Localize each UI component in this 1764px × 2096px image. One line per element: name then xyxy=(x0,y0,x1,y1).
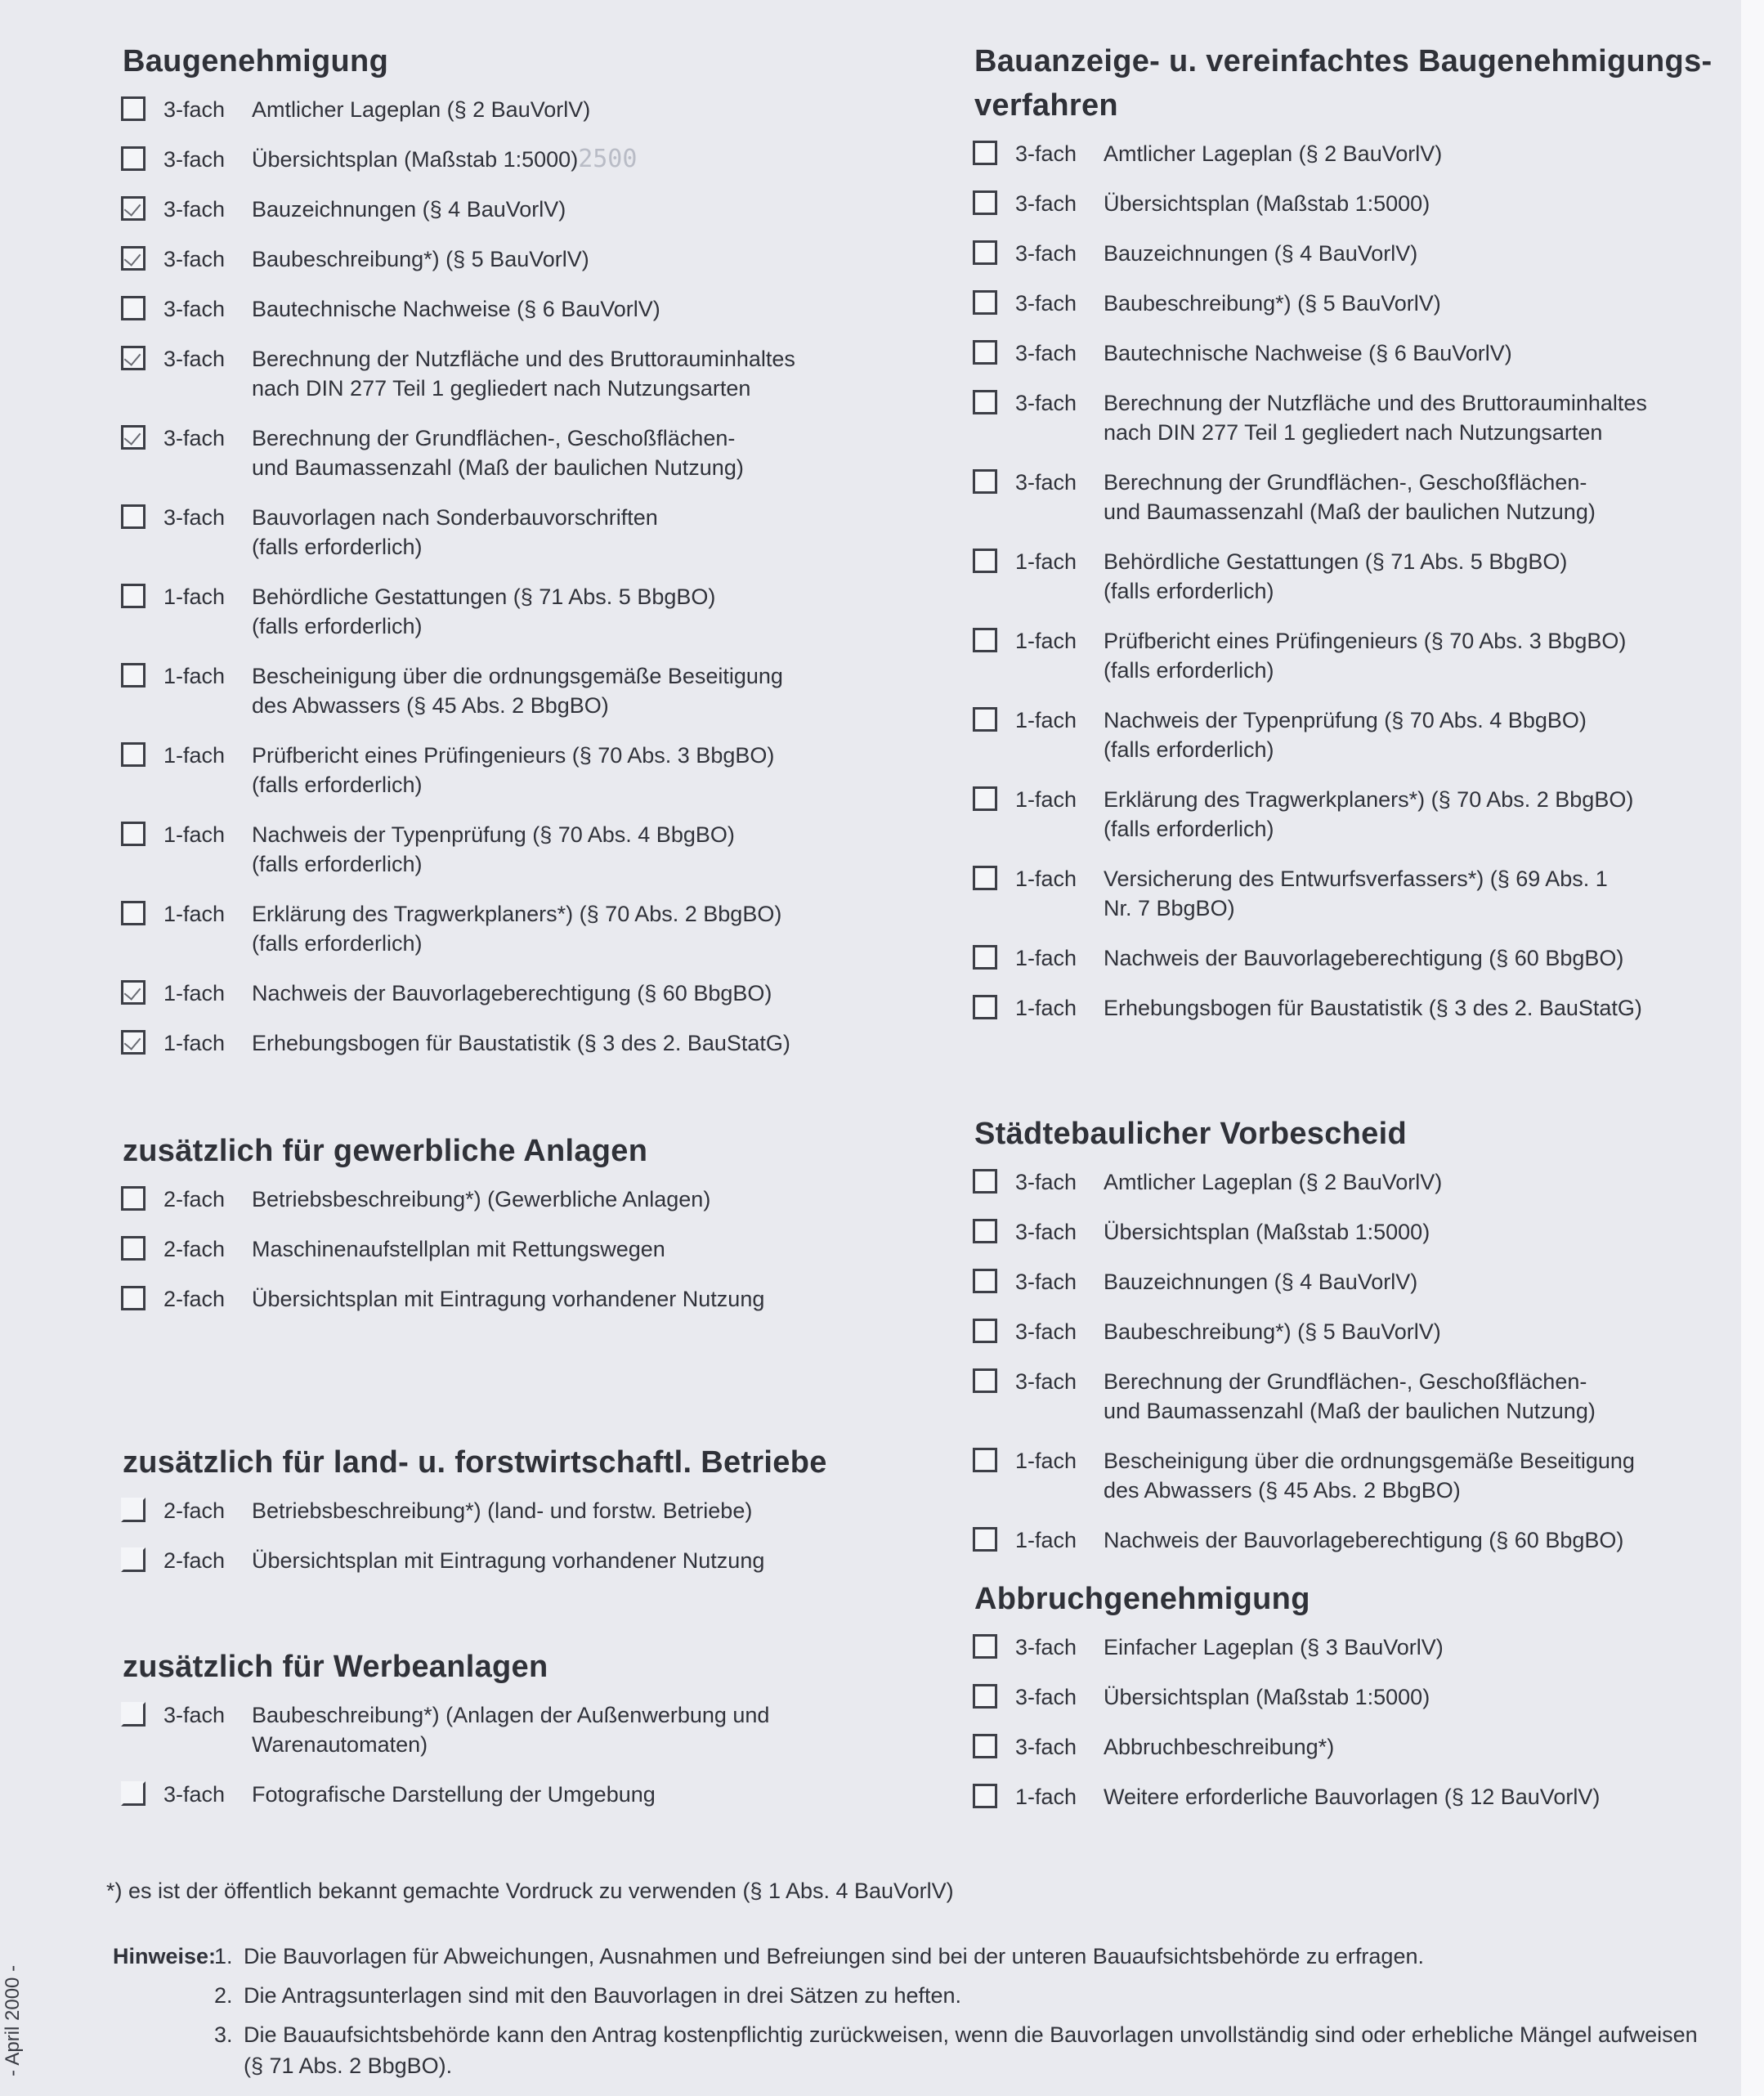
description-line: Behördliche Gestattungen (§ 71 Abs. 5 BbgBO) xyxy=(252,584,716,609)
copies-count: 3-fach xyxy=(1015,291,1077,316)
item-description xyxy=(1104,626,1733,685)
copies-count: 1-fach xyxy=(1015,867,1077,891)
checkbox[interactable] xyxy=(121,1186,146,1211)
description-line: nach DIN 277 Teil 1 gegliedert nach Nutzungsarten xyxy=(1104,420,1603,445)
checkbox[interactable] xyxy=(121,822,146,846)
checklist-item xyxy=(113,1185,889,1234)
section-vorbescheid xyxy=(965,1112,1733,1575)
copies-count: 1-fach xyxy=(163,664,226,688)
description-line: Berechnung der Grundflächen-, Geschoßflächen- xyxy=(1104,470,1587,495)
checklist xyxy=(113,95,889,1078)
description-line: und Baumassenzahl (Maß der baulichen Nutzung) xyxy=(1104,499,1596,524)
copies-count: 1-fach xyxy=(163,822,226,847)
checkbox[interactable] xyxy=(121,425,146,450)
checklist-item xyxy=(113,582,889,661)
description-line: Baubeschreibung*) (§ 5 BauVorlV) xyxy=(1104,291,1441,316)
item-description xyxy=(252,661,889,720)
description-line: Übersichtsplan (Maßstab 1:5000) xyxy=(1104,1685,1430,1709)
item-description xyxy=(1104,1446,1733,1505)
description-line: Übersichtsplan mit Eintragung vorhandener Nutzung xyxy=(252,1287,765,1311)
checkbox[interactable] xyxy=(973,707,997,732)
checklist-item xyxy=(113,195,889,244)
checkbox[interactable] xyxy=(121,1781,146,1806)
checkbox[interactable] xyxy=(121,196,146,221)
checkbox[interactable] xyxy=(121,146,146,171)
section-title: Abbruchgenehmigung xyxy=(974,1582,1310,1616)
description-line: Betriebsbeschreibung*) (Gewerbliche Anlagen) xyxy=(252,1187,711,1211)
description-line: Bauvorlagen nach Sonderbauvorschriften xyxy=(252,505,658,530)
item-description xyxy=(1104,1217,1733,1247)
copies-count: 1-fach xyxy=(163,902,226,926)
copies-count: 3-fach xyxy=(1015,1170,1077,1194)
section-bauanzeige xyxy=(965,39,1733,1043)
description-line: Maschinenaufstellplan mit Rettungswegen xyxy=(252,1237,665,1261)
copies-count: 3-fach xyxy=(163,247,226,271)
hint-row xyxy=(113,1941,1715,1972)
checkbox[interactable] xyxy=(973,469,997,494)
item-description xyxy=(252,1284,889,1314)
copies-count: 2-fach xyxy=(163,1187,226,1211)
copies-count: 2-fach xyxy=(163,1498,226,1523)
left-column xyxy=(113,39,889,1830)
description-line: Bautechnische Nachweise (§ 6 BauVorlV) xyxy=(1104,341,1512,365)
item-description xyxy=(252,582,889,641)
section-title: zusätzlich für land- u. forstwirtschaftl. Betriebe xyxy=(123,1445,827,1480)
description-line: Berechnung der Grundflächen-, Geschoßflächen- xyxy=(252,426,736,450)
item-description xyxy=(1104,468,1733,526)
checklist xyxy=(965,1632,1733,1832)
checkbox[interactable] xyxy=(973,1734,997,1758)
item-description xyxy=(1104,1525,1733,1555)
checkbox[interactable] xyxy=(121,346,146,370)
copies-count: 3-fach xyxy=(1015,470,1077,495)
item-description xyxy=(1104,1167,1733,1197)
checkbox[interactable] xyxy=(121,96,146,121)
copies-count: 1-fach xyxy=(1015,708,1077,732)
checklist xyxy=(965,139,1733,1043)
copies-count: 3-fach xyxy=(163,1782,226,1807)
checklist-item xyxy=(113,503,889,582)
section-land-forst xyxy=(113,1440,889,1596)
checkbox[interactable] xyxy=(973,240,997,265)
description-line: Berechnung der Grundflächen-, Geschoßflächen- xyxy=(1104,1369,1587,1394)
item-description xyxy=(1104,1632,1733,1662)
checkbox[interactable] xyxy=(973,1684,997,1709)
checkbox[interactable] xyxy=(121,584,146,608)
checklist-item xyxy=(113,1700,889,1780)
checklist-item xyxy=(965,1732,1733,1782)
checkbox[interactable] xyxy=(121,1498,146,1522)
checkbox[interactable] xyxy=(121,1236,146,1261)
checkbox[interactable] xyxy=(973,1219,997,1243)
checkbox[interactable] xyxy=(121,1286,146,1310)
copies-count: 2-fach xyxy=(163,1548,226,1573)
checklist-item xyxy=(965,785,1733,864)
description-line: Nr. 7 BbgBO) xyxy=(1104,896,1235,920)
section-gewerbliche-anlagen xyxy=(113,1129,889,1334)
description-line: Bescheinigung über die ordnungsgemäße Beseitigung xyxy=(252,664,783,688)
copies-count: 3-fach xyxy=(163,426,226,450)
checklist-item xyxy=(965,388,1733,468)
copies-count: 3-fach xyxy=(163,197,226,222)
description-line: Bauzeichnungen (§ 4 BauVorlV) xyxy=(252,197,566,222)
checklist-item xyxy=(965,1782,1733,1832)
checkbox[interactable] xyxy=(973,549,997,573)
checkbox[interactable] xyxy=(973,1368,997,1393)
section-title: Städtebaulicher Vorbescheid xyxy=(974,1117,1407,1151)
checkbox[interactable] xyxy=(973,1269,997,1293)
copies-count: 1-fach xyxy=(1015,787,1077,812)
description-line: Übersichtsplan mit Eintragung vorhandener Nutzung xyxy=(252,1548,765,1573)
hint-number: 2. xyxy=(214,1983,233,2008)
checklist-item xyxy=(113,294,889,344)
item-description xyxy=(1104,239,1733,268)
checkbox[interactable] xyxy=(973,1634,997,1659)
checkbox[interactable] xyxy=(121,1702,146,1727)
checklist-item xyxy=(113,344,889,423)
item-description xyxy=(252,1234,889,1264)
description-line: (falls erforderlich) xyxy=(1104,658,1274,683)
checklist-item xyxy=(113,1028,889,1078)
description-line: Bauzeichnungen (§ 4 BauVorlV) xyxy=(1104,1270,1418,1294)
description-line: Bautechnische Nachweise (§ 6 BauVorlV) xyxy=(252,297,660,321)
checkbox[interactable] xyxy=(121,663,146,687)
item-description xyxy=(1104,1682,1733,1712)
checklist xyxy=(965,1167,1733,1575)
copies-count: 3-fach xyxy=(1015,1369,1077,1394)
description-line: (falls erforderlich) xyxy=(1104,817,1274,841)
description-line: Berechnung der Nutzfläche und des Bruttorauminhaltes xyxy=(252,347,795,371)
item-description xyxy=(1104,189,1733,218)
checklist-item xyxy=(965,139,1733,189)
section-title: zusätzlich für gewerbliche Anlagen xyxy=(123,1134,648,1168)
checklist-item xyxy=(113,1546,889,1596)
item-description xyxy=(1104,338,1733,368)
description-line: Prüfbericht eines Prüfingenieurs (§ 70 Abs. 3 BbgBO) xyxy=(252,743,775,768)
section-title: zusätzlich für Werbeanlagen xyxy=(123,1650,548,1684)
copies-count: 3-fach xyxy=(1015,1270,1077,1294)
description-line: (falls erforderlich) xyxy=(252,535,423,559)
checkbox[interactable] xyxy=(121,504,146,529)
hint-text: Die Bauvorlagen für Abweichungen, Ausnahmen und Befreiungen sind bei der unteren Bauaufsichtsbehörde zu erfragen. xyxy=(244,1944,1424,1968)
page-edge xyxy=(1741,0,1764,2096)
copies-count: 3-fach xyxy=(1015,1220,1077,1244)
description-line: Abbruchbeschreibung*) xyxy=(1104,1735,1335,1759)
checkbox[interactable] xyxy=(973,786,997,811)
copies-count: 2-fach xyxy=(163,1237,226,1261)
checklist-item xyxy=(965,239,1733,289)
hint-row xyxy=(113,1980,1715,2011)
item-description xyxy=(252,1546,889,1575)
description-line: (falls erforderlich) xyxy=(252,614,423,638)
description-line: Nachweis der Typenprüfung (§ 70 Abs. 4 BbgBO) xyxy=(252,822,735,847)
description-line: (falls erforderlich) xyxy=(1104,579,1274,603)
copies-count: 1-fach xyxy=(163,981,226,1005)
checkbox[interactable] xyxy=(121,246,146,271)
item-description xyxy=(252,423,889,482)
item-description xyxy=(252,1780,889,1809)
checkbox[interactable] xyxy=(121,980,146,1005)
hint-text: Die Bauaufsichtsbehörde kann den Antrag kostenpflichtig zurückweisen, wenn die Bauvorlagen unvollständig sind oder erhebliche Mängel aufweisen (§ 71 Abs. 2 BbgBO). xyxy=(244,2022,1698,2078)
description-line: Nachweis der Bauvorlageberechtigung (§ 60 BbgBO) xyxy=(1104,1528,1624,1552)
section-werbeanlagen xyxy=(113,1645,889,1830)
item-description xyxy=(252,1028,889,1058)
description-line: Baubeschreibung*) (§ 5 BauVorlV) xyxy=(1104,1319,1441,1344)
checklist-item xyxy=(965,993,1733,1043)
checklist xyxy=(113,1496,889,1596)
copies-count: 1-fach xyxy=(1015,629,1077,653)
item-description xyxy=(1104,943,1733,973)
checklist-item xyxy=(965,1317,1733,1367)
description-line: Erklärung des Tragwerkplaners*) (§ 70 Abs. 2 BbgBO) xyxy=(252,902,782,926)
description-line: Prüfbericht eines Prüfingenieurs (§ 70 Abs. 3 BbgBO) xyxy=(1104,629,1627,653)
item-description xyxy=(1104,1782,1733,1812)
description-line: Übersichtsplan (Maßstab 1:5000) xyxy=(1104,1220,1430,1244)
item-description xyxy=(1104,547,1733,606)
description-line: Bescheinigung über die ordnungsgemäße Beseitigung xyxy=(1104,1449,1635,1473)
checklist-item xyxy=(113,899,889,979)
description-line: Übersichtsplan (Maßstab 1:5000) xyxy=(252,147,579,172)
checklist xyxy=(113,1185,889,1334)
copies-count: 3-fach xyxy=(163,97,226,122)
checklist-item xyxy=(965,1367,1733,1446)
copies-count: 1-fach xyxy=(1015,549,1077,574)
checkbox[interactable] xyxy=(973,1169,997,1194)
copies-count: 1-fach xyxy=(1015,996,1077,1020)
checklist-item xyxy=(965,547,1733,626)
checklist-item xyxy=(965,705,1733,785)
checklist-item xyxy=(113,979,889,1028)
checklist-item xyxy=(113,820,889,899)
checklist-item xyxy=(113,741,889,820)
checkbox[interactable] xyxy=(121,742,146,767)
checklist-item xyxy=(965,468,1733,547)
item-description xyxy=(252,1700,889,1759)
checkbox[interactable] xyxy=(973,866,997,890)
item-description xyxy=(252,145,889,174)
description-line: Baubeschreibung*) (§ 5 BauVorlV) xyxy=(252,247,589,271)
checkbox[interactable] xyxy=(973,1448,997,1472)
hints-block xyxy=(113,1941,1715,2089)
description-line: Amtlicher Lageplan (§ 2 BauVorlV) xyxy=(1104,141,1443,166)
checkbox[interactable] xyxy=(973,190,997,215)
checkbox[interactable] xyxy=(973,1784,997,1808)
section-baugenehmigung xyxy=(113,39,889,1078)
item-description xyxy=(252,820,889,879)
description-line: (falls erforderlich) xyxy=(252,773,423,797)
description-line: Warenautomaten) xyxy=(252,1732,428,1757)
copies-count: 3-fach xyxy=(1015,1635,1077,1659)
checkbox[interactable] xyxy=(121,296,146,320)
footnote: *) es ist der öffentlich bekannt gemachte Vordruck zu verwenden (§ 1 Abs. 4 BauVorlV) xyxy=(106,1879,954,1903)
description-line: Versicherung des Entwurfsverfassers*) (§ 69 Abs. 1 xyxy=(1104,867,1608,891)
item-description xyxy=(252,503,889,562)
checklist-item xyxy=(965,1446,1733,1525)
hints-label: Hinweise: xyxy=(113,1944,217,1968)
description-line: Behördliche Gestattungen (§ 71 Abs. 5 BbgBO) xyxy=(1104,549,1568,574)
item-description xyxy=(252,979,889,1008)
checklist-item xyxy=(113,661,889,741)
description-line: und Baumassenzahl (Maß der baulichen Nutzung) xyxy=(252,455,744,480)
item-description xyxy=(1104,864,1733,923)
description-line: Erhebungsbogen für Baustatistik (§ 3 des 2. BauStatG) xyxy=(252,1031,790,1055)
copies-count: 1-fach xyxy=(1015,946,1077,970)
copies-count: 1-fach xyxy=(163,1031,226,1055)
copies-count: 1-fach xyxy=(1015,1528,1077,1552)
description-line: Amtlicher Lageplan (§ 2 BauVorlV) xyxy=(1104,1170,1443,1194)
checklist-item xyxy=(113,423,889,503)
description-line: und Baumassenzahl (Maß der baulichen Nutzung) xyxy=(1104,1399,1596,1423)
copies-count: 1-fach xyxy=(1015,1449,1077,1473)
checklist-item xyxy=(965,1267,1733,1317)
copies-count: 3-fach xyxy=(1015,241,1077,266)
copies-count: 3-fach xyxy=(163,147,226,172)
description-line: Übersichtsplan (Maßstab 1:5000) xyxy=(1104,191,1430,216)
item-description xyxy=(252,95,889,124)
checklist-item xyxy=(965,943,1733,993)
item-description xyxy=(1104,1367,1733,1426)
description-line: Nachweis der Typenprüfung (§ 70 Abs. 4 BbgBO) xyxy=(1104,708,1587,732)
checkbox[interactable] xyxy=(973,340,997,365)
copies-count: 1-fach xyxy=(163,584,226,609)
copies-count: 3-fach xyxy=(1015,1735,1077,1759)
copies-count: 3-fach xyxy=(1015,191,1077,216)
item-description xyxy=(1104,785,1733,844)
item-description xyxy=(252,294,889,324)
checklist-item xyxy=(965,626,1733,705)
item-description xyxy=(1104,1267,1733,1297)
description-line: Berechnung der Nutzfläche und des Bruttorauminhaltes xyxy=(1104,391,1647,415)
checklist-item xyxy=(113,1780,889,1830)
item-description xyxy=(1104,139,1733,168)
checklist-item xyxy=(113,145,889,195)
description-line: nach DIN 277 Teil 1 gegliedert nach Nutzungsarten xyxy=(252,376,751,401)
checkbox[interactable] xyxy=(973,945,997,970)
checklist-item xyxy=(965,1632,1733,1682)
section-title: Baugenehmigung xyxy=(123,44,389,78)
item-description xyxy=(252,741,889,799)
section-abbruch xyxy=(965,1577,1733,1832)
item-description xyxy=(1104,1317,1733,1346)
form-version-date: - April 2000 - xyxy=(2,1964,24,2076)
item-description xyxy=(252,1496,889,1525)
checklist xyxy=(113,1700,889,1830)
checkbox[interactable] xyxy=(121,1547,146,1572)
description-line: Bauzeichnungen (§ 4 BauVorlV) xyxy=(1104,241,1418,266)
handwritten-annotation: 2500 xyxy=(578,145,638,173)
copies-count: 3-fach xyxy=(163,297,226,321)
item-description xyxy=(252,344,889,403)
copies-count: 3-fach xyxy=(1015,1319,1077,1344)
copies-count: 1-fach xyxy=(1015,1785,1077,1809)
checkbox[interactable] xyxy=(121,1030,146,1055)
checkbox[interactable] xyxy=(973,995,997,1019)
checklist-item xyxy=(113,244,889,294)
item-description xyxy=(1104,1732,1733,1762)
description-line: Erklärung des Tragwerkplaners*) (§ 70 Abs. 2 BbgBO) xyxy=(1104,787,1634,812)
checkbox[interactable] xyxy=(973,290,997,315)
checkbox[interactable] xyxy=(973,1319,997,1343)
copies-count: 3-fach xyxy=(163,347,226,371)
item-description xyxy=(1104,705,1733,764)
checklist-item xyxy=(113,95,889,145)
description-line: Erhebungsbogen für Baustatistik (§ 3 des 2. BauStatG) xyxy=(1104,996,1642,1020)
hint-text: Die Antragsunterlagen sind mit den Bauvorlagen in drei Sätzen zu heften. xyxy=(244,1983,962,2008)
item-description xyxy=(1104,388,1733,447)
hint-number: 3. xyxy=(214,2022,233,2047)
checkbox[interactable] xyxy=(973,628,997,652)
description-line: (falls erforderlich) xyxy=(252,931,423,956)
checkbox[interactable] xyxy=(973,141,997,165)
copies-count: 3-fach xyxy=(1015,1685,1077,1709)
checklist-item xyxy=(113,1234,889,1284)
item-description xyxy=(252,195,889,224)
description-line: Nachweis der Bauvorlageberechtigung (§ 60 BbgBO) xyxy=(252,981,772,1005)
copies-count: 3-fach xyxy=(163,1703,226,1727)
description-line: des Abwassers (§ 45 Abs. 2 BbgBO) xyxy=(1104,1478,1461,1503)
description-line: Betriebsbeschreibung*) (land- und forstw. Betriebe) xyxy=(252,1498,753,1523)
checkbox[interactable] xyxy=(973,390,997,414)
hint-number: 1. xyxy=(214,1944,233,1968)
checkbox[interactable] xyxy=(121,901,146,925)
description-line: des Abwassers (§ 45 Abs. 2 BbgBO) xyxy=(252,693,609,718)
checklist-item xyxy=(965,289,1733,338)
item-description xyxy=(252,244,889,274)
right-column xyxy=(965,39,1733,1832)
hint-row xyxy=(113,2019,1715,2081)
checklist-item xyxy=(965,1682,1733,1732)
checklist-item xyxy=(965,1167,1733,1217)
description-line: (falls erforderlich) xyxy=(1104,737,1274,762)
item-description xyxy=(252,1185,889,1214)
checklist-item xyxy=(965,189,1733,239)
description-line: Nachweis der Bauvorlageberechtigung (§ 60 BbgBO) xyxy=(1104,946,1624,970)
copies-count: 3-fach xyxy=(163,505,226,530)
copies-count: 3-fach xyxy=(1015,391,1077,415)
description-line: Weitere erforderliche Bauvorlagen (§ 12 BauVorlV) xyxy=(1104,1785,1601,1809)
checklist-item xyxy=(965,1525,1733,1575)
copies-count: 3-fach xyxy=(1015,341,1077,365)
description-line: Baubeschreibung*) (Anlagen der Außenwerbung und xyxy=(252,1703,770,1727)
checkbox[interactable] xyxy=(973,1527,997,1552)
description-line: Einfacher Lageplan (§ 3 BauVorlV) xyxy=(1104,1635,1444,1659)
section-title: Bauanzeige- u. vereinfachtes Baugenehmigungs- verfahren xyxy=(974,44,1713,123)
copies-count: 1-fach xyxy=(163,743,226,768)
checklist-item xyxy=(113,1284,889,1334)
checklist-item xyxy=(965,1217,1733,1267)
copies-count: 2-fach xyxy=(163,1287,226,1311)
description-line: Fotografische Darstellung der Umgebung xyxy=(252,1782,656,1807)
item-description xyxy=(252,899,889,958)
item-description xyxy=(1104,993,1733,1023)
checklist-item xyxy=(965,338,1733,388)
description-line: Amtlicher Lageplan (§ 2 BauVorlV) xyxy=(252,97,591,122)
checklist-item xyxy=(965,864,1733,943)
checklist-item xyxy=(113,1496,889,1546)
item-description xyxy=(1104,289,1733,318)
copies-count: 3-fach xyxy=(1015,141,1077,166)
description-line: (falls erforderlich) xyxy=(252,852,423,876)
